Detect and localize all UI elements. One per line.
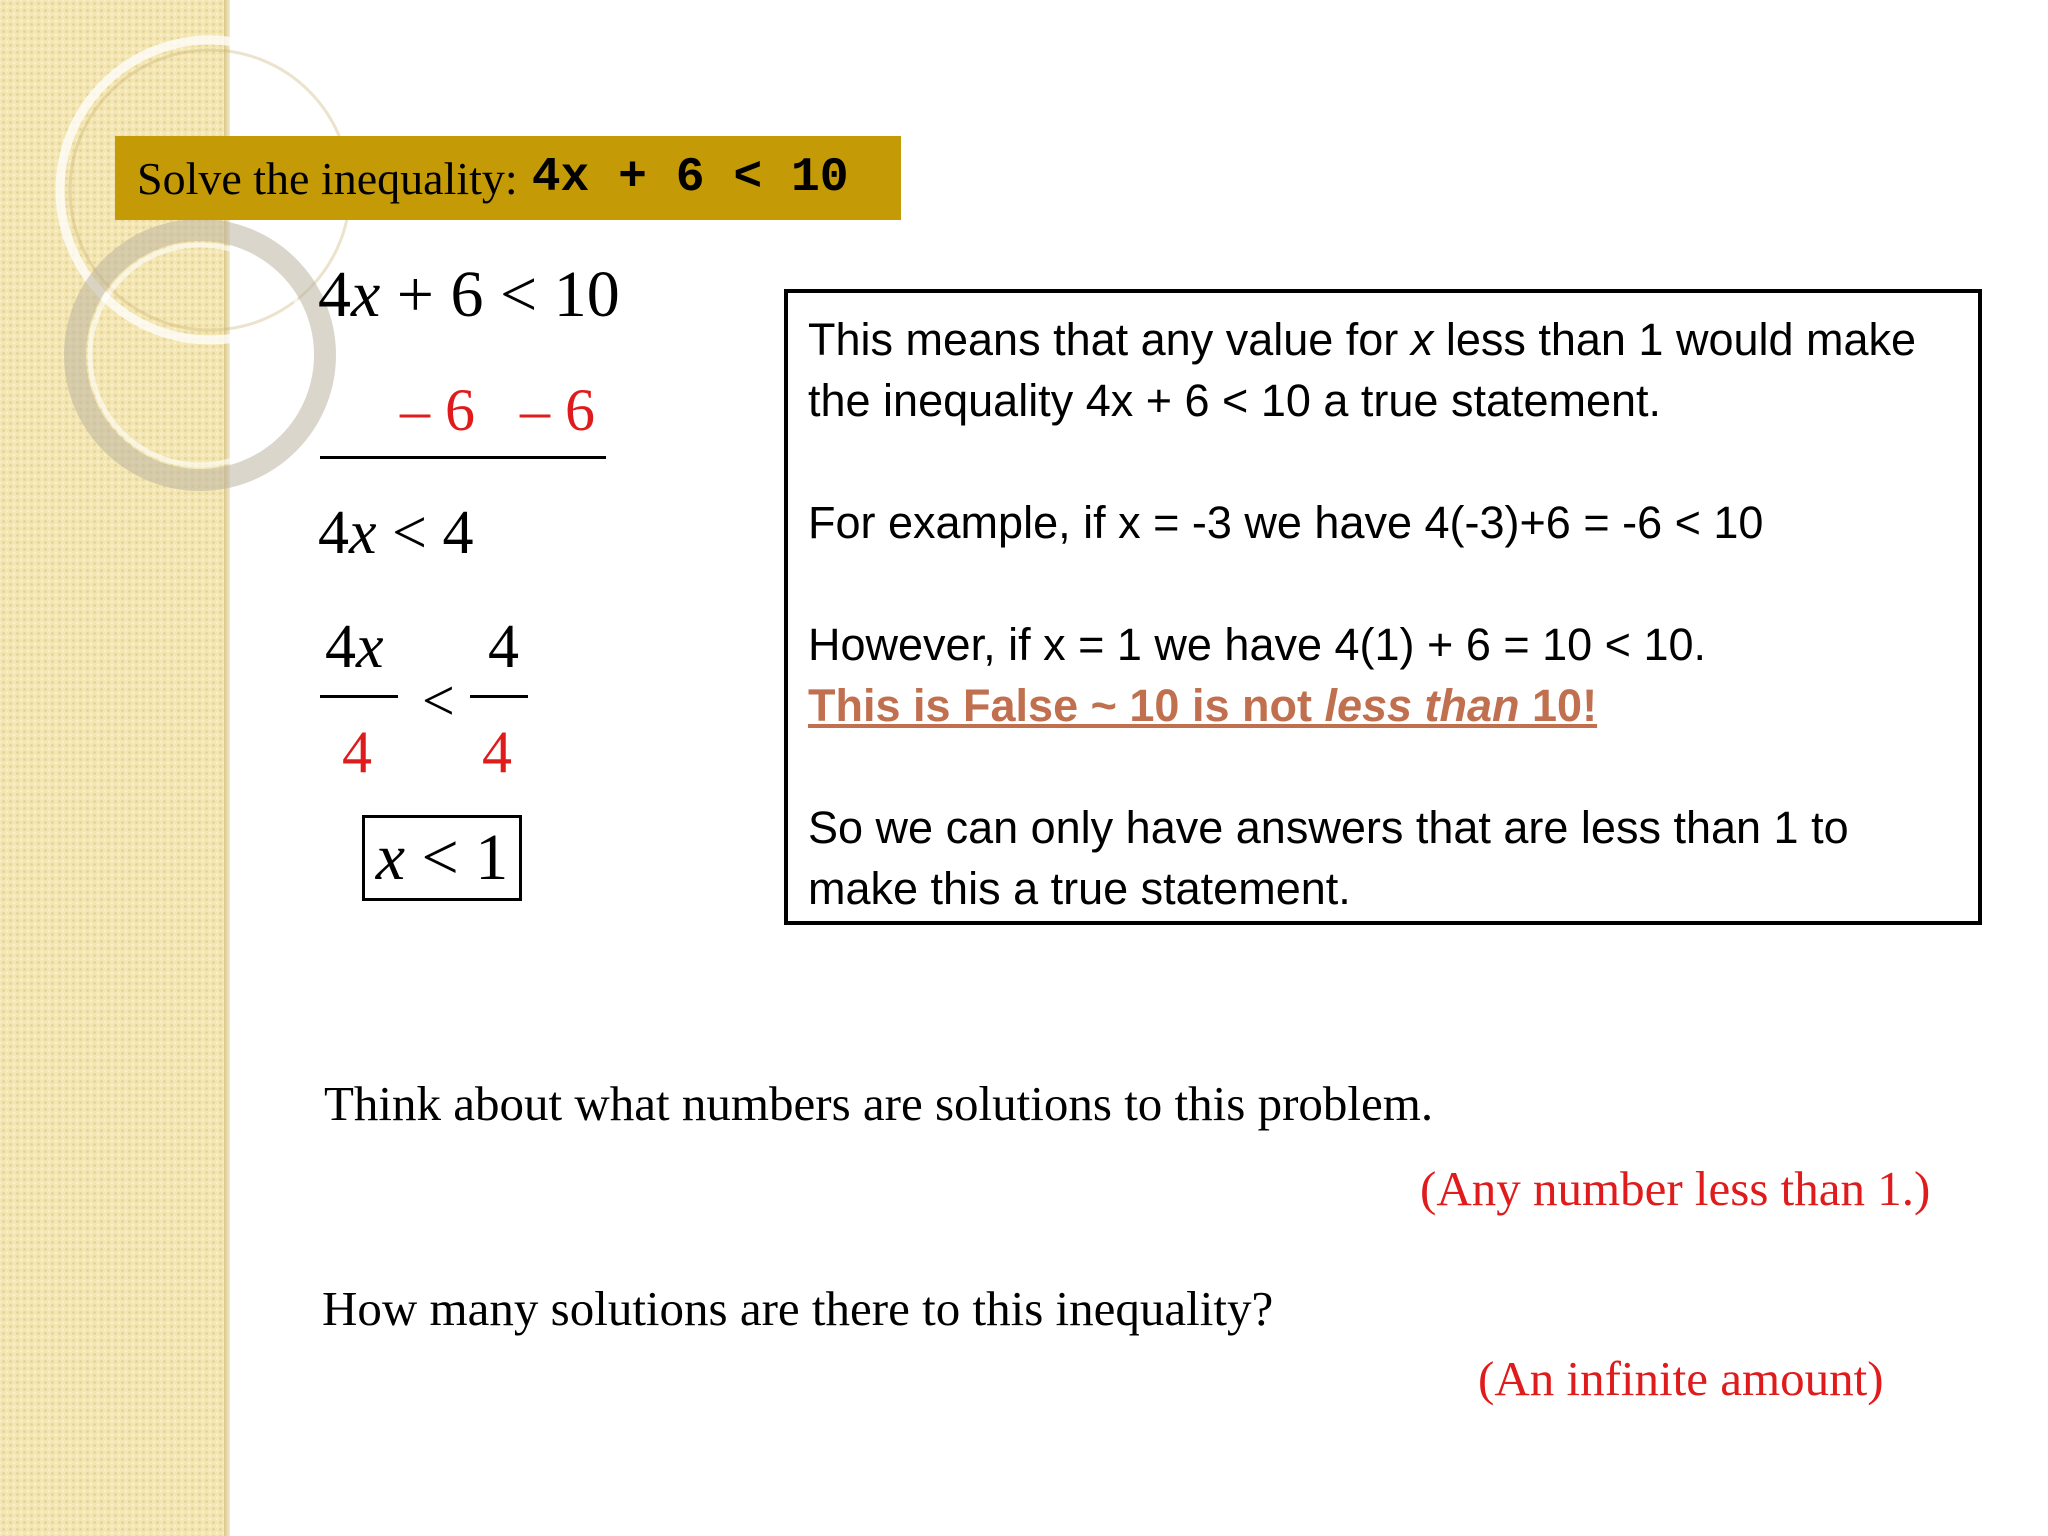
false-statement	[808, 675, 1958, 736]
variable: x	[375, 821, 406, 894]
fraction-operator: <	[422, 668, 455, 733]
explanation-box	[784, 289, 1982, 925]
explanation-p1	[808, 309, 1958, 431]
fraction-bar-right	[470, 695, 528, 698]
step-subtract-six: – 6 – 6	[400, 377, 595, 443]
text: This is False ~ 10 is not	[808, 680, 1325, 731]
explanation-p3: However, if x = 1 we have 4(1) + 6 = 10 < 10.	[808, 619, 1707, 670]
fraction-right-numerator: 4	[488, 613, 519, 681]
fraction-left-numerator	[325, 613, 384, 681]
coef: 4	[325, 613, 356, 681]
text: This means that any value for	[808, 314, 1411, 365]
variable: x	[1410, 314, 1434, 365]
title-prefix: Solve the inequality:	[137, 152, 518, 204]
emphasis: less than	[1324, 680, 1520, 731]
coef: 4	[318, 258, 351, 331]
question-how-many: How many solutions are there to this inequality?	[322, 1281, 1274, 1336]
title-equation: 4x + 6 < 10	[531, 151, 849, 205]
title-bar	[115, 136, 901, 220]
explanation-p2: For example, if x = -3 we have 4(-3)+6 = -6 < 10	[808, 497, 1764, 548]
fraction-left-denominator: 4	[342, 719, 372, 785]
coef: 4	[318, 499, 349, 567]
question-solutions: Think about what numbers are solutions to this problem.	[324, 1076, 1434, 1131]
variable: x	[356, 613, 384, 681]
decorative-side-strip	[0, 0, 224, 1536]
step-original-inequality	[318, 258, 620, 331]
text: 10!	[1519, 680, 1598, 731]
rest: < 1	[405, 821, 509, 894]
explanation-p4: So we can only have answers that are less than 1 to make this a true statement.	[808, 802, 1849, 914]
fraction-right-denominator: 4	[482, 719, 512, 785]
text: less than 1 would make the inequality 4x + 6 < 10 a true statement.	[808, 314, 1917, 426]
fraction-bar-left	[320, 695, 398, 698]
boxed-answer	[362, 815, 522, 901]
rest: < 4	[376, 499, 474, 567]
answer-how-many: (An infinite amount)	[1478, 1351, 1884, 1406]
rest: + 6 < 10	[380, 258, 620, 331]
step-divider-line	[320, 456, 606, 459]
variable: x	[349, 499, 377, 567]
strip-edge	[224, 0, 230, 1536]
step-simplified-inequality	[318, 499, 474, 567]
variable: x	[351, 258, 381, 331]
answer-solutions: (Any number less than 1.)	[1420, 1161, 1931, 1216]
